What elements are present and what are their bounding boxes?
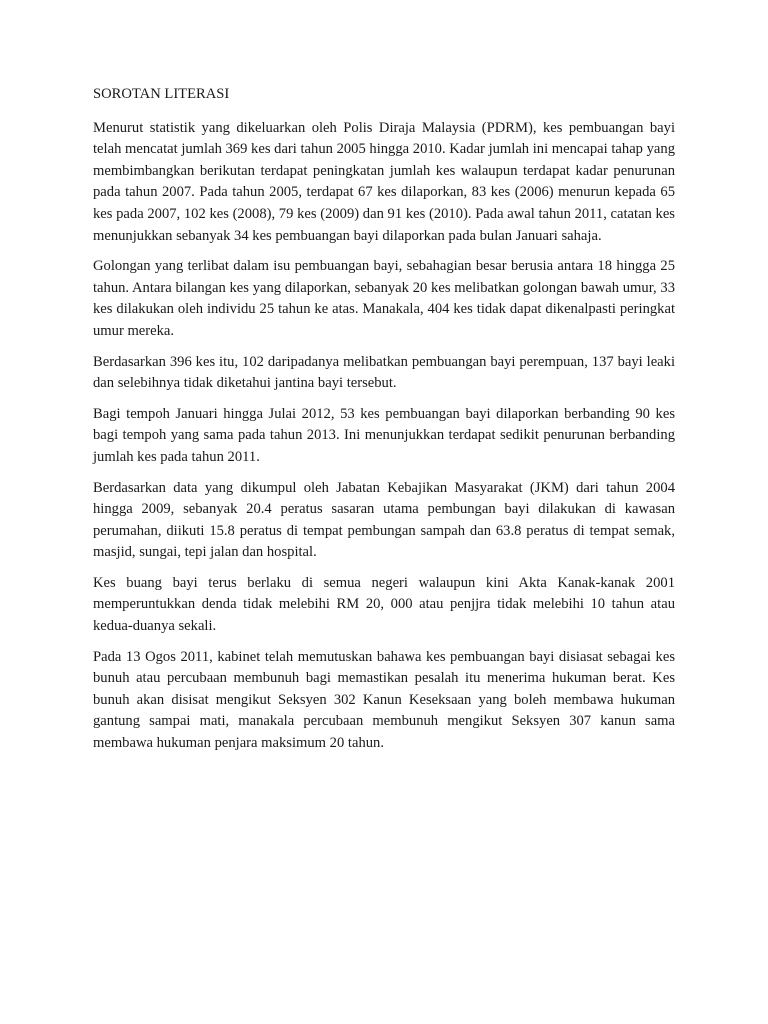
paragraph-child-act: Kes buang bayi terus berlaku di semua negeri walaupun kini Akta Kanak-kanak 2001 memperuntukkan denda tidak melebihi RM 20, 000 atau penjjra tidak melebihi 10 tahun atau kedua-duanya sekali. <box>93 574 675 635</box>
paragraph-period-comparison: Bagi tempoh Januari hingga Julai 2012, 53 kes pembuangan bayi dilaporkan berbanding 90 kes bagi tempoh yang sama pada tahun 2013. Ini menunjukkan terdapat sedikit penurunan berbanding jumlah kes pada tahun 2011. <box>93 405 675 465</box>
paragraph-gender: Berdasarkan 396 kes itu, 102 daripadanya melibatkan pembuangan bayi perempuan, 137 bayi leaki dan selebihnya tidak diketahui jantina bayi tersebut. <box>93 353 675 392</box>
document-body <box>93 84 675 764</box>
paragraph-age-groups: Golongan yang terlibat dalam isu pembuangan bayi, sebahagian besar berusia antara 18 hingga 25 tahun. Antara bilangan kes yang dilaporkan, sebanyak 20 kes melibatkan golongan bawah umur, 33 kes dilakukan oleh individu 25 tahun ke atas. Manakala, 404 kes tidak dapat dikenalpasti peringkat umur mereka. <box>93 258 675 339</box>
paragraph-statistics: Menurut statistik yang dikeluarkan oleh Polis Diraja Malaysia (PDRM), kes pembuangan bayi telah mencatat jumlah 369 kes dari tahun 2005 hingga 2010. Kadar jumlah ini mencapai tahap yang membimbangkan berikutan terdapat peningkatan jumlah kes walaupun terdapat kadar penurunan pada tahun 2007. Pada tahun 2005, terdapat 67 kes dilaporkan, 83 kes (2006) menurun kepada 65 kes pada 2007, 102 kes (2008), 79 kes (2009) dan 91 kes (2010). Pada awal tahun 2011, catatan kes menunjukkan sebanyak 34 kes pembuangan bayi dilaporkan pada bulan Januari sahaja. <box>93 119 675 244</box>
paragraph-cabinet-decision: Pada 13 Ogos 2011, kabinet telah memutuskan bahawa kes pembuangan bayi disiasat sebagai kes bunuh atau percubaan membunuh bagi memastikan pesalah itu menerima hukuman berat. Kes bunuh akan disisat mengikut Seksyen 302 Kanun Keseksaan yang boleh membawa hukuman gantung sampai mati, manakala percubaan membunuh mengikut Seksyen 307 kanun sama membawa hukuman penjara maksimum 20 tahun. <box>93 648 675 752</box>
paragraph-jkm-data: Berdasarkan data yang dikumpul oleh Jabatan Kebajikan Masyarakat (JKM) dari tahun 2004 hingga 2009, sebanyak 20.4 peratus sasaran utama pembungan bayi dilakukan di kawasan perumahan, diikuti 15.8 peratus di tempat pembungan sampah dan 63.8 peratus di tempat semak, masjid, sungai, tepi jalan dan hospital. <box>93 479 675 561</box>
section-heading: SOROTAN LITERASI <box>93 86 230 102</box>
